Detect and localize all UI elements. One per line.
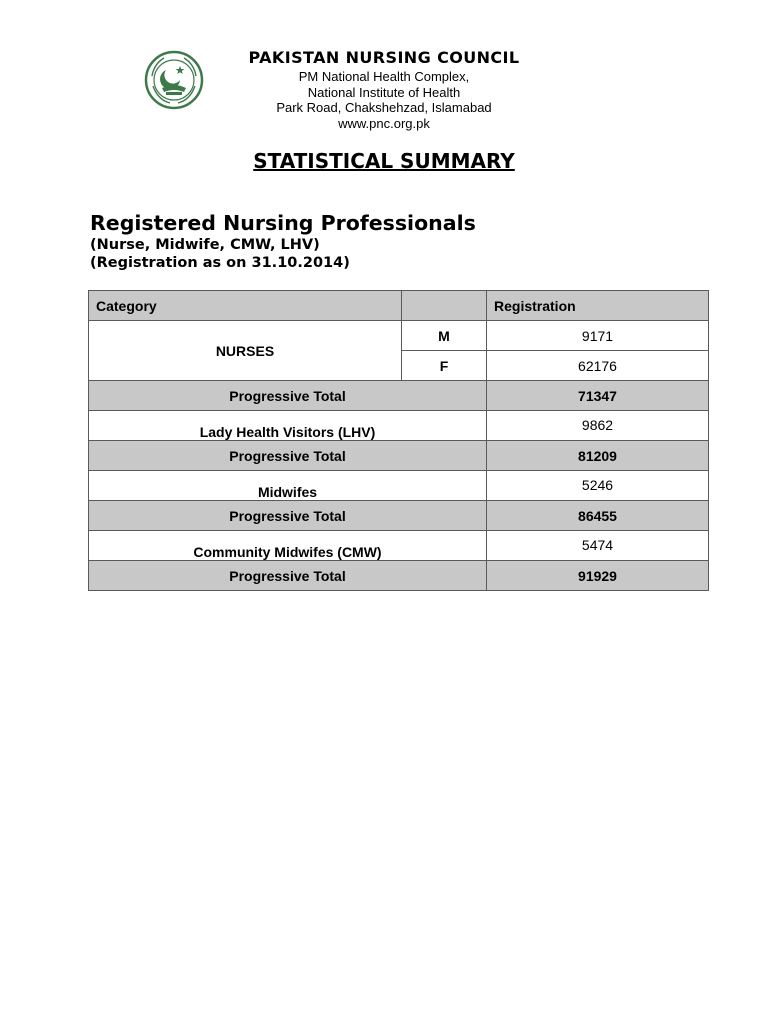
- table-row-progressive-total: [89, 441, 709, 471]
- category-nurses: NURSES: [89, 321, 402, 381]
- category-lhv: Lady Health Visitors (LHV): [89, 411, 487, 441]
- value-nurses-male: 9171: [487, 321, 709, 351]
- website-url: www.pnc.org.pk: [338, 115, 430, 131]
- category-cmw: Community Midwifes (CMW): [89, 531, 487, 561]
- progressive-total-label: Progressive Total: [89, 561, 487, 591]
- document-title: [0, 148, 768, 174]
- table-row-midwifes: [89, 471, 709, 501]
- value-cmw: 5474: [487, 531, 709, 561]
- document-title-text: STATISTICAL SUMMARY: [253, 149, 515, 173]
- progressive-total-value: 81209: [487, 441, 709, 471]
- header-registration: Registration: [487, 291, 709, 321]
- address-line-3: Park Road, Chakshehzad, Islamabad: [276, 100, 492, 115]
- address-line-1: PM National Health Complex,: [298, 69, 470, 84]
- table-row-progressive-total: [89, 381, 709, 411]
- address-line-2: National Institute of Health: [307, 84, 461, 100]
- value-midwifes: 5246: [487, 471, 709, 501]
- registration-table: [88, 290, 709, 591]
- progressive-total-value: 71347: [487, 381, 709, 411]
- letterhead: [224, 47, 544, 131]
- gender-female: F: [402, 351, 487, 381]
- header-category: Category: [89, 291, 402, 321]
- progressive-total-label: Progressive Total: [89, 501, 487, 531]
- section-subtitle-professions: (Nurse, Midwife, CMW, LHV): [90, 237, 320, 253]
- table-row-lhv: [89, 411, 709, 441]
- progressive-total-label: Progressive Total: [89, 441, 487, 471]
- pnc-seal-icon: [144, 50, 204, 110]
- section-title: Registered Nursing Professionals: [90, 211, 476, 235]
- table-row-progressive-total: [89, 501, 709, 531]
- value-lhv: 9862: [487, 411, 709, 441]
- header-subcategory: [402, 291, 487, 321]
- organization-name: PAKISTAN NURSING COUNCIL: [248, 48, 520, 67]
- progressive-total-value: 86455: [487, 501, 709, 531]
- table-row-cmw: [89, 531, 709, 561]
- table-header-row: [89, 291, 709, 321]
- category-midwifes: Midwifes: [89, 471, 487, 501]
- table-row-nurses-male: [89, 321, 709, 351]
- value-nurses-female: 62176: [487, 351, 709, 381]
- section-subtitle-date: (Registration as on 31.10.2014): [90, 255, 350, 271]
- table-row-progressive-total: [89, 561, 709, 591]
- gender-male: M: [402, 321, 487, 351]
- progressive-total-label: Progressive Total: [89, 381, 487, 411]
- progressive-total-value: 91929: [487, 561, 709, 591]
- section-subtitles: [90, 236, 350, 272]
